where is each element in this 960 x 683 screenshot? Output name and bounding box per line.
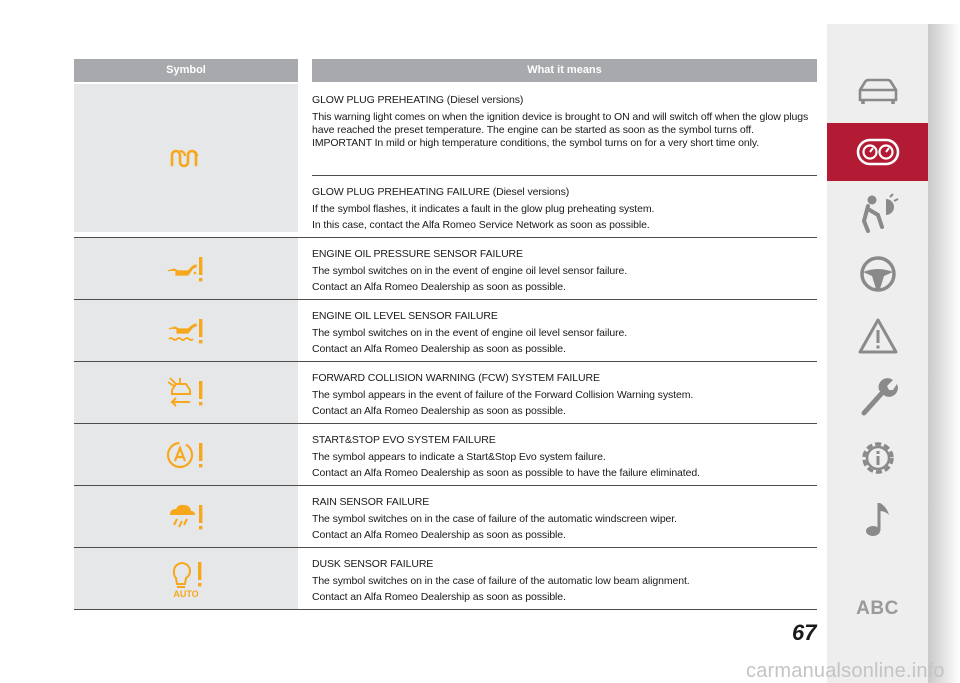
- row-title: GLOW PLUG PREHEATING (Diesel versions): [312, 94, 524, 106]
- glow-plug-icon: [74, 84, 298, 232]
- list-item: [312, 424, 817, 485]
- row-text: If the symbol flashes, it indicates a fault in the glow plug preheating system.: [312, 203, 655, 215]
- airbag-person-icon[interactable]: [827, 184, 928, 242]
- table-row: [74, 300, 817, 362]
- row-text: The symbol switches on in the event of engine oil level sensor failure.: [312, 327, 628, 339]
- chapter-sidebar: [827, 24, 928, 683]
- rain-sensor-failure-icon: [74, 486, 298, 547]
- table-row: [74, 486, 817, 548]
- row-text: This warning light comes on when the ignition device is brought to ON and will switch off when the glow plugs have reached the preset temperature. The engine can be started as soon as the symbol turns off.: [312, 111, 809, 136]
- row-text: The symbol switches on in the case of failure of the automatic low beam alignment.: [312, 575, 690, 587]
- watermark: carmanualsonline.info: [746, 660, 945, 682]
- forward-collision-warning-failure-icon: [74, 362, 298, 423]
- table-row: [74, 424, 817, 486]
- row-text: The symbol appears to indicate a Start&Stop Evo system failure.: [312, 451, 606, 463]
- list-item: [312, 362, 817, 423]
- row-title: ENGINE OIL LEVEL SENSOR FAILURE: [312, 310, 498, 322]
- row-text: The symbol switches on in the case of failure of the automatic windscreen wiper.: [312, 513, 677, 525]
- dashboard-icon[interactable]: [827, 123, 928, 181]
- oil-level-sensor-failure-icon: [74, 300, 298, 361]
- auto-label: AUTO: [173, 588, 199, 599]
- row-title: ENGINE OIL PRESSURE SENSOR FAILURE: [312, 248, 523, 260]
- row-title: START&STOP EVO SYSTEM FAILURE: [312, 434, 496, 446]
- row-title: GLOW PLUG PREHEATING FAILURE (Diesel versions): [312, 186, 570, 198]
- row-text: The symbol appears in the event of failure of the Forward Collision Warning system.: [312, 389, 694, 401]
- row-text: Contact an Alfa Romeo Dealership as soon as possible.: [312, 529, 566, 541]
- warning-triangle-icon[interactable]: [827, 307, 928, 365]
- row-text: Contact an Alfa Romeo Dealership as soon as possible to have the failure eliminated.: [312, 467, 700, 479]
- sidebar-shadow: [928, 24, 960, 683]
- row-text: In this case, contact the Alfa Romeo Service Network as soon as possible.: [312, 219, 650, 231]
- list-item: [312, 300, 817, 361]
- list-item: [312, 176, 817, 237]
- steering-wheel-icon[interactable]: [827, 245, 928, 303]
- table-row: [74, 548, 817, 610]
- car-icon[interactable]: [827, 62, 928, 120]
- row-text: Contact an Alfa Romeo Dealership as soon as possible.: [312, 281, 566, 293]
- row-text: IMPORTANT In mild or high temperature conditions, the symbol turns on for a very short time only.: [312, 137, 760, 149]
- abc-index-label: ABC: [856, 598, 899, 619]
- list-item: [312, 548, 817, 609]
- row-title: RAIN SENSOR FAILURE: [312, 496, 430, 508]
- row-text: Contact an Alfa Romeo Dealership as soon as possible.: [312, 405, 566, 417]
- table-row: [74, 84, 817, 238]
- gear-info-icon[interactable]: [827, 429, 928, 487]
- list-item: [312, 84, 817, 176]
- dusk-sensor-failure-icon: [74, 548, 298, 609]
- header-meaning: What it means: [527, 64, 602, 76]
- list-item: [312, 238, 817, 299]
- row-text: Contact an Alfa Romeo Dealership as soon as possible.: [312, 343, 566, 355]
- table-row: [74, 238, 817, 300]
- page-number: 67: [792, 620, 817, 645]
- abc-index-icon[interactable]: [827, 580, 928, 638]
- table-header: [74, 59, 817, 82]
- row-title: DUSK SENSOR FAILURE: [312, 558, 434, 570]
- header-symbol: Symbol: [166, 64, 206, 76]
- warning-lights-table: [74, 59, 817, 610]
- row-text: The symbol switches on in the event of engine oil level sensor failure.: [312, 265, 628, 277]
- list-item: [312, 486, 817, 547]
- start-stop-failure-icon: [74, 424, 298, 485]
- music-note-icon[interactable]: [827, 490, 928, 548]
- row-title: FORWARD COLLISION WARNING (FCW) SYSTEM FAILURE: [312, 372, 600, 384]
- row-text: Contact an Alfa Romeo Dealership as soon as possible.: [312, 591, 566, 603]
- oil-pressure-sensor-failure-icon: [74, 238, 298, 299]
- table-row: [74, 362, 817, 424]
- wrench-icon[interactable]: [827, 368, 928, 426]
